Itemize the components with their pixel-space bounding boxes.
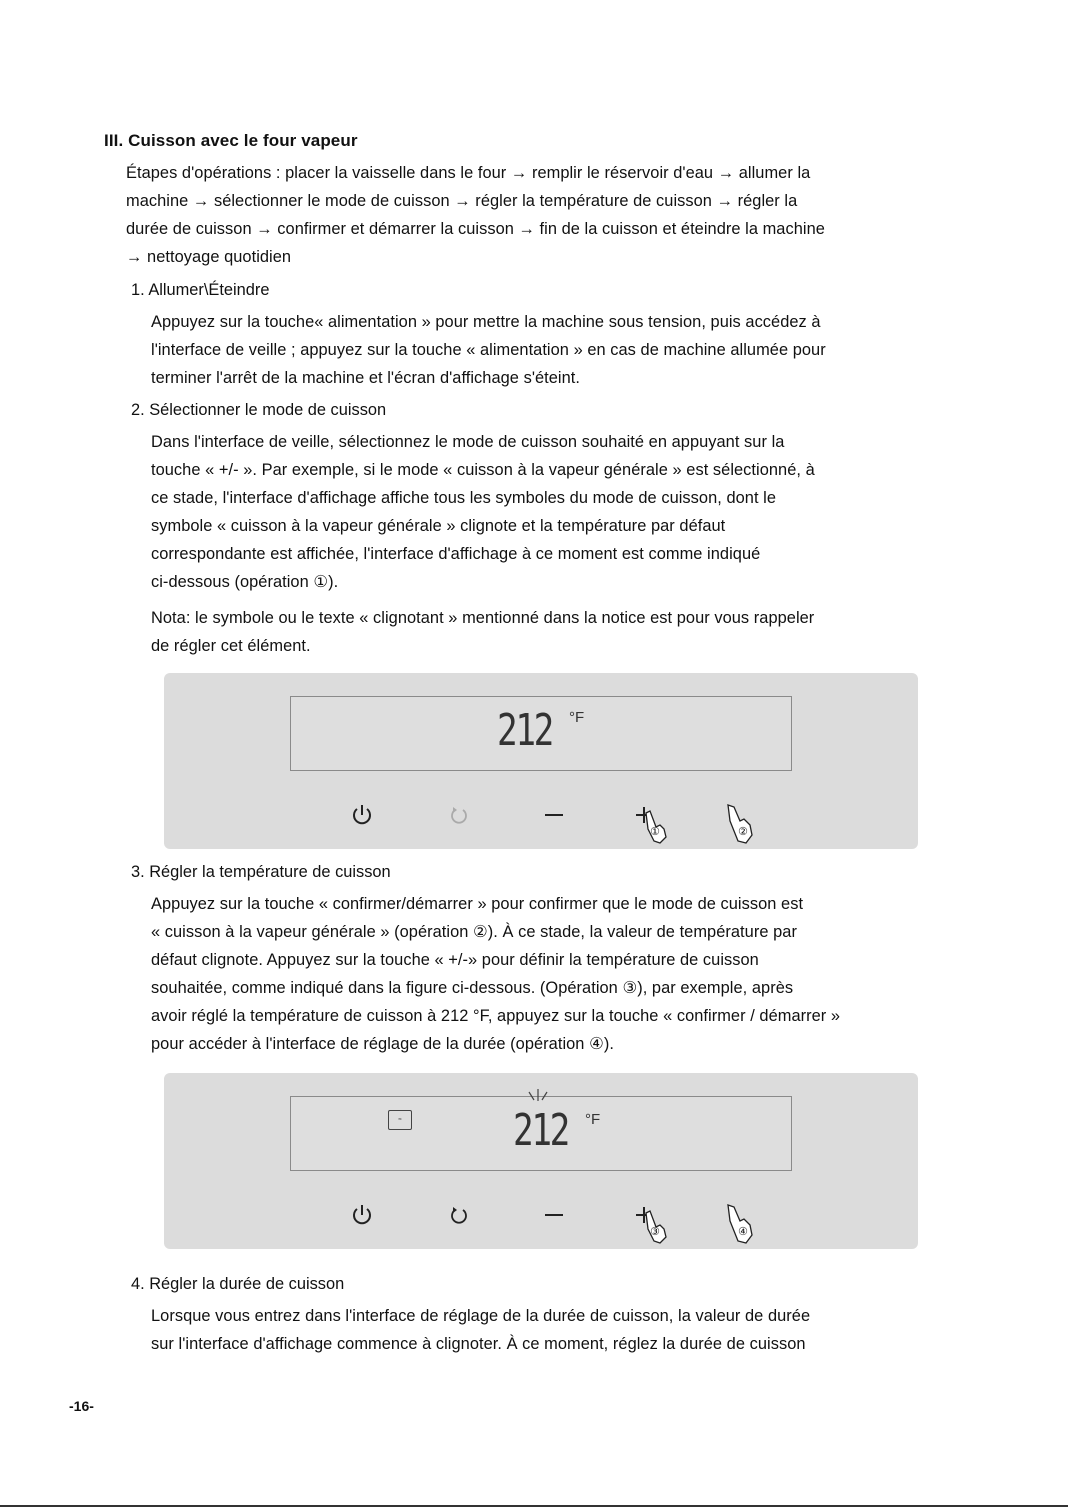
plus-icon[interactable]	[630, 799, 678, 847]
intro-paragraph: Étapes d'opérations : placer la vaisselle dans le four → remplir le réservoir d'eau → allumer la machine → sélectionner le mode de cuisson → régler la température de cuisson → régler la durée de cuisson → confirmer et démarrer la cuisson → fin de la cuisson et éteindre la machine → nettoyage quotidien	[126, 164, 825, 266]
section4-body: Lorsque vous entrez dans l'interface de réglage de la durée de cuisson, la valeur de durée sur l'interface d'affichage commence à clignoter. À ce moment, réglez la durée de cuisson	[151, 1307, 811, 1353]
temperature-unit: °F	[569, 709, 585, 726]
section1-title: 1. Allumer\Éteindre	[131, 281, 270, 299]
step-marker-2: ②	[738, 826, 748, 838]
section3-body: Appuyez sur la touche « confirmer/démarrer » pour confirmer que le mode de cuisson est « cuisson à la vapeur générale » (opération ②). À ce stade, la valeur de température par défaut clignote. Appuyez sur la touche « +/-» pour définir la température de cuisson souhaitée, comme indiqué dans la figure ci-dessous. (Opération ③), par exemple, après avoir réglé la température de cuisson à 212 °F, appuyez sur la touche « confirmer / démarrer » pour accéder à l'interface de réglage de la durée (opération ④).	[151, 895, 841, 1053]
display-screen	[290, 696, 792, 771]
step-marker-4: ④	[738, 1226, 748, 1238]
section1-body: Appuyez sur la touche« alimentation » pour mettre la machine sous tension, puis accédez à l'interface de veille ; appuyez sur la touche « alimentation » en cas de machine allumée pour terminer l'arrêt de la machine et l'écran d'affichage s'éteint.	[151, 313, 826, 387]
section2-body: Dans l'interface de veille, sélectionnez le mode de cuisson souhaité en appuyant sur la touche « +/- ». Par exemple, si le mode « cuisson à la vapeur générale » est sélectionné, à ce stade, l'interface d'affichage affiche tous les symboles du mode de cuisson, dont le symbole « cuisson à la vapeur générale » clignote et la température par défaut correspondante est affichée, l'interface d'affichage à ce moment est comme indiqué ci-dessous (opération ①).	[151, 433, 815, 591]
confirm-start-icon[interactable]	[445, 1201, 473, 1229]
minus-icon[interactable]	[540, 1201, 568, 1229]
control-panel-figure-2	[164, 1073, 918, 1249]
control-panel-figure-1	[164, 673, 918, 849]
step-marker-3: ③	[650, 1226, 660, 1238]
pointing-hand-icon	[722, 1201, 766, 1247]
steam-mode-icon: ≈	[388, 1110, 412, 1130]
temperature-readout: 212	[497, 705, 552, 756]
page-number: -16-	[69, 1398, 94, 1414]
display-screen	[290, 1096, 792, 1171]
plus-icon[interactable]	[630, 1199, 678, 1247]
section2-note: Nota: le symbole ou le texte « clignotant » mentionné dans la notice est pour vous rappeler de régler cet élément.	[151, 609, 815, 655]
blink-rays-icon	[523, 1087, 553, 1103]
step-marker-1: ①	[650, 826, 660, 838]
section-heading: III. Cuisson avec le four vapeur	[104, 131, 358, 150]
pointing-hand-icon	[722, 801, 766, 847]
power-icon[interactable]	[348, 801, 376, 829]
temperature-unit: °F	[585, 1111, 601, 1128]
temperature-readout: 212	[513, 1105, 568, 1156]
section4-title: 4. Régler la durée de cuisson	[131, 1275, 345, 1293]
confirm-start-icon[interactable]	[445, 801, 473, 829]
section3-title: 3. Régler la température de cuisson	[131, 863, 391, 881]
power-icon[interactable]	[348, 1201, 376, 1229]
bottom-divider	[0, 1505, 1068, 1507]
section2-title: 2. Sélectionner le mode de cuisson	[131, 401, 387, 419]
minus-icon[interactable]	[540, 801, 568, 829]
